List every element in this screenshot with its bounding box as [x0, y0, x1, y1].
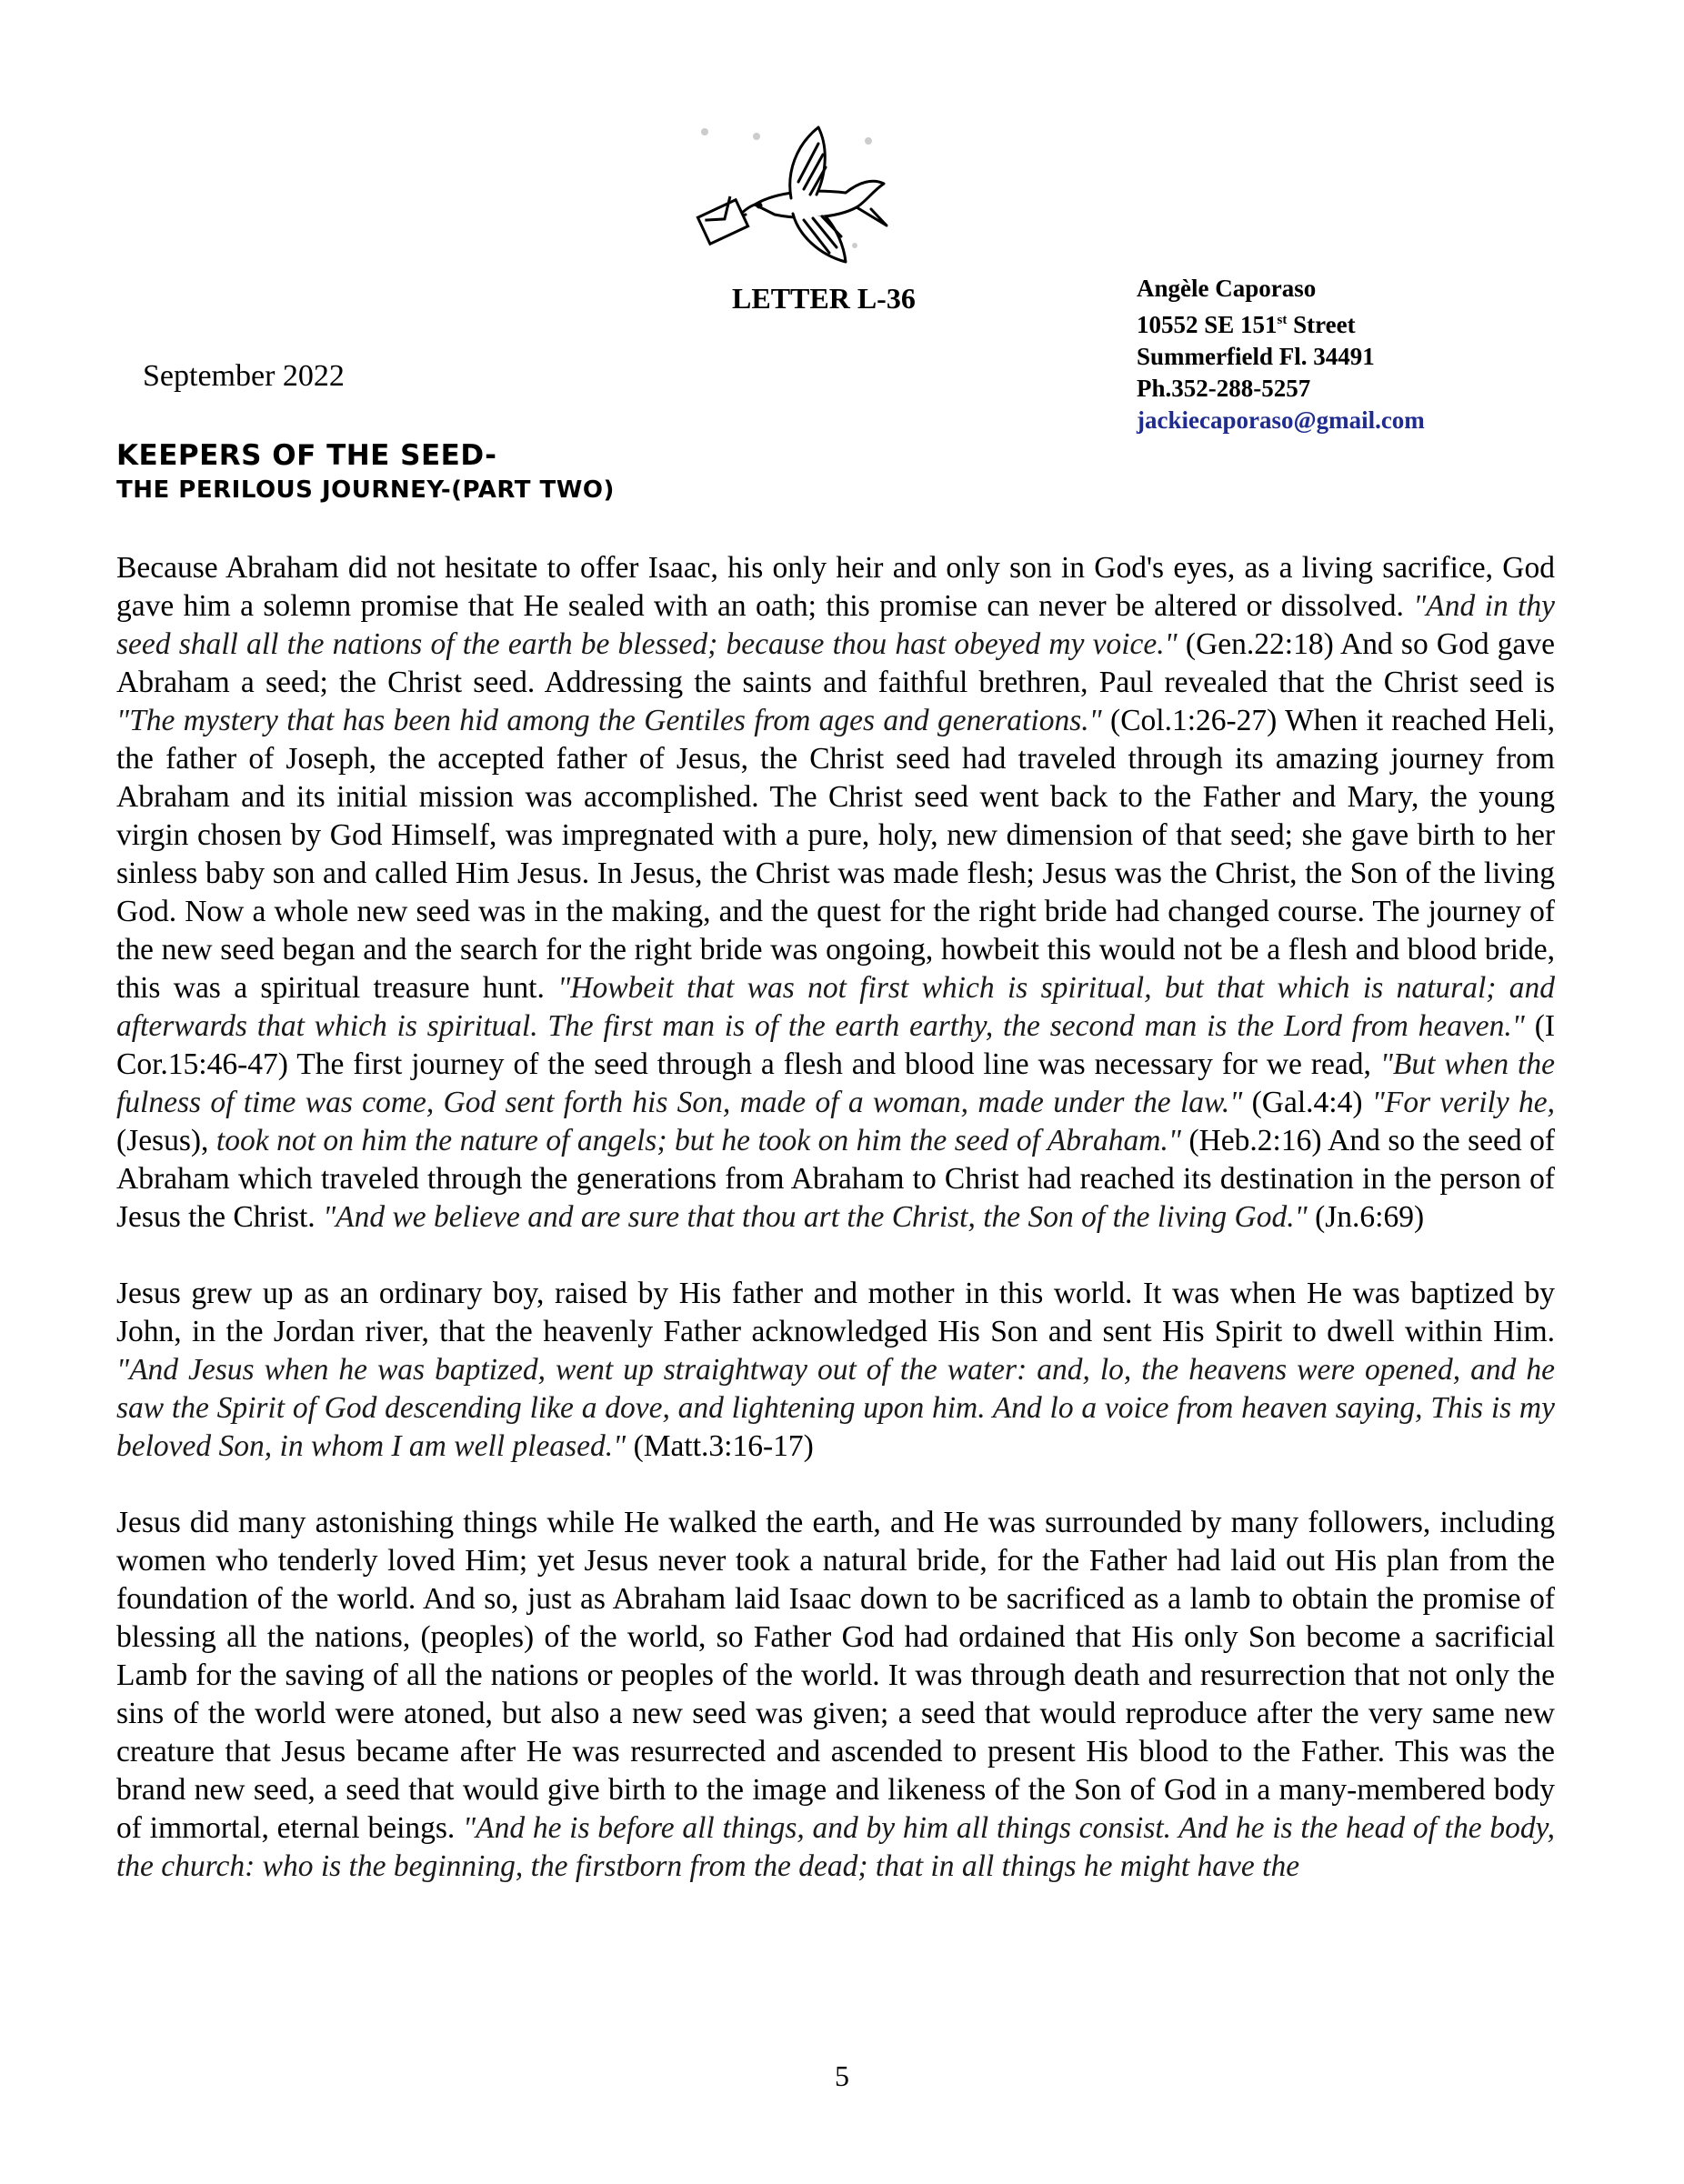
- sender-name: Angèle Caporaso: [1137, 275, 1317, 302]
- scripture-quote: "And in thy seed shall all the nations of the earth be blessed; because thou hast obeyed my voice.": [116, 589, 1556, 661]
- page-number: 5: [835, 2059, 849, 2092]
- sender-address: [1137, 273, 1425, 436]
- scripture-quote: "Howbeit that was not first which is spiritual, but that which is natural; and afterwards that which is spiritual. The first man is of the earth earthy, the second man is the Lord from heaven.": [116, 971, 1555, 1043]
- scripture-quote: "And we believe and are sure that thou art the Christ, the Son of the living God.": [323, 1200, 1308, 1234]
- paragraph-3: Jesus did many astonishing things while He walked the earth, and He was surrounded by many followers, including women who tenderly loved Him; yet Jesus never took a natural bride, for the Father had laid out His plan from the foundation of the world. And so, just as Abraham laid Isaac down to be sacrificed as a lamb to obtain the promise of blessing all the nations, (peoples) of the world, so Father God had ordained that His only Son become a sacrificial Lamb for the saving of all the nations or peoples of the world. It was through death and resurrection that not only the sins of the world were atoned, but also a new seed was given; a seed that would reproduce after the very same new creature that Jesus became after He was resurrected and ascended to present His blood to the Father. This was the brand new seed, a seed that would give birth to the image and likeness of the Son of God in a many-membered body of immortal, eternal beings. "And he is before all things, and by him all things consist. And he is the head of the body, the church: who is the beginning, the firstborn from the dead; that in all things he might have the: [116, 1506, 1555, 1883]
- scripture-quote: "And Jesus when he was baptized, went up straightway out of the water: and, lo, the heavens were opened, and he saw the Spirit of God descending like a dove, and lightening upon him. And lo a voice from heaven saying, This is my beloved Son, in whom I am well pleased.": [116, 1353, 1555, 1463]
- paragraph-1: Because Abraham did not hesitate to offer Isaac, his only heir and only son in God's eyes, as a living sacrifice, God gave him a solemn promise that He sealed with an oath; this promise can never be altered or dissolved. "And in thy seed shall all the nations of the earth be blessed; because thou hast obeyed my voice." (Gen.22:18) And so God gave Abraham a seed; the Christ seed. Addressing the saints and faithful brethren, Paul revealed that the Christ seed is "The mystery that has been hid among the Gentiles from ages and generations." (Col.1:26-27) When it reached Heli, the father of Joseph, the accepted father of Jesus, the Christ seed had traveled through its amazing journey from Abraham and its initial mission was accomplished. The Christ seed went back to the Father and Mary, the young virgin chosen by God Himself, was impregnated with a pure, holy, new dimension of that seed; she gave birth to her sinless baby son and called Him Jesus. In Jesus, the Christ was made flesh; Jesus was the Christ, the Son of the living God. Now a whole new seed was in the making, and the quest for the right bride had changed course. The journey of the new seed began and the search for the right bride was ongoing, howbeit this would not be a flesh and blood bride, this was a spiritual treasure hunt. "Howbeit that was not first which is spiritual, but that which is natural; and afterwards that which is spiritual. The first man is of the earth earthy, the second man is the Lord from heaven." (I Cor.15:46-47) The first journey of the seed through a flesh and blood line was necessary for we read, "But when the fulness of time was come, God sent forth his Son, made of a woman, made under the law." (Gal.4:4) "For verily he, (Jesus), took not on him the nature of angels; but he took on him the seed of Abraham." (Heb.2:16) And so the seed of Abraham which traveled through the generations from Abraham to Christ had reached its destination in the person of Jesus the Christ. "And we believe and are sure that thou art the Christ, the Son of the living God." (Jn.6:69): [116, 551, 1556, 1234]
- scripture-quote: took not on him the nature of angels; but he took on him the seed of Abraham.": [216, 1124, 1181, 1157]
- scripture-quote: "But when the fulness of time was come, God sent forth his Son, made of a woman, made under the law.": [116, 1047, 1555, 1119]
- scripture-quote: "The mystery that has been hid among the Gentiles from ages and generations.": [116, 704, 1102, 737]
- heading-subtitle: THE PERILOUS JOURNEY-(PART TWO): [116, 476, 615, 504]
- sender-city: Summerfield Fl. 34491: [1137, 343, 1375, 370]
- sender-street: 10552 SE 151st Street: [1137, 311, 1356, 338]
- article-heading: [116, 438, 615, 507]
- letter-body: [116, 549, 1555, 1924]
- dove-letter-logo-icon: [691, 118, 896, 282]
- sender-phone: Ph.352-288-5257: [1137, 375, 1311, 402]
- sender-email-link[interactable]: jackiecaporaso@gmail.com: [1137, 406, 1425, 434]
- scripture-quote: "And he is before all things, and by him all things consist. And he is the head of the body, the church: who is the beginning, the firstborn from the dead; that in all things he might have the: [116, 1811, 1555, 1883]
- letter-date: September 2022: [143, 359, 345, 393]
- scripture-quote: "For verily he,: [1371, 1086, 1555, 1119]
- paragraph-2: Jesus grew up as an ordinary boy, raised by His father and mother in this world. It was when He was baptized by John, in the Jordan river, that the heavenly Father acknowledged His Son and sent His Spirit to dwell within Him. "And Jesus when he was baptized, went up straightway out of the water: and, lo, the heavens were opened, and he saw the Spirit of God descending like a dove, and lightening upon him. And lo a voice from heaven saying, This is my beloved Son, in whom I am well pleased." (Matt.3:16-17): [116, 1277, 1555, 1463]
- letter-title: LETTER L-36: [732, 282, 916, 315]
- heading-title: KEEPERS OF THE SEED-: [116, 439, 497, 472]
